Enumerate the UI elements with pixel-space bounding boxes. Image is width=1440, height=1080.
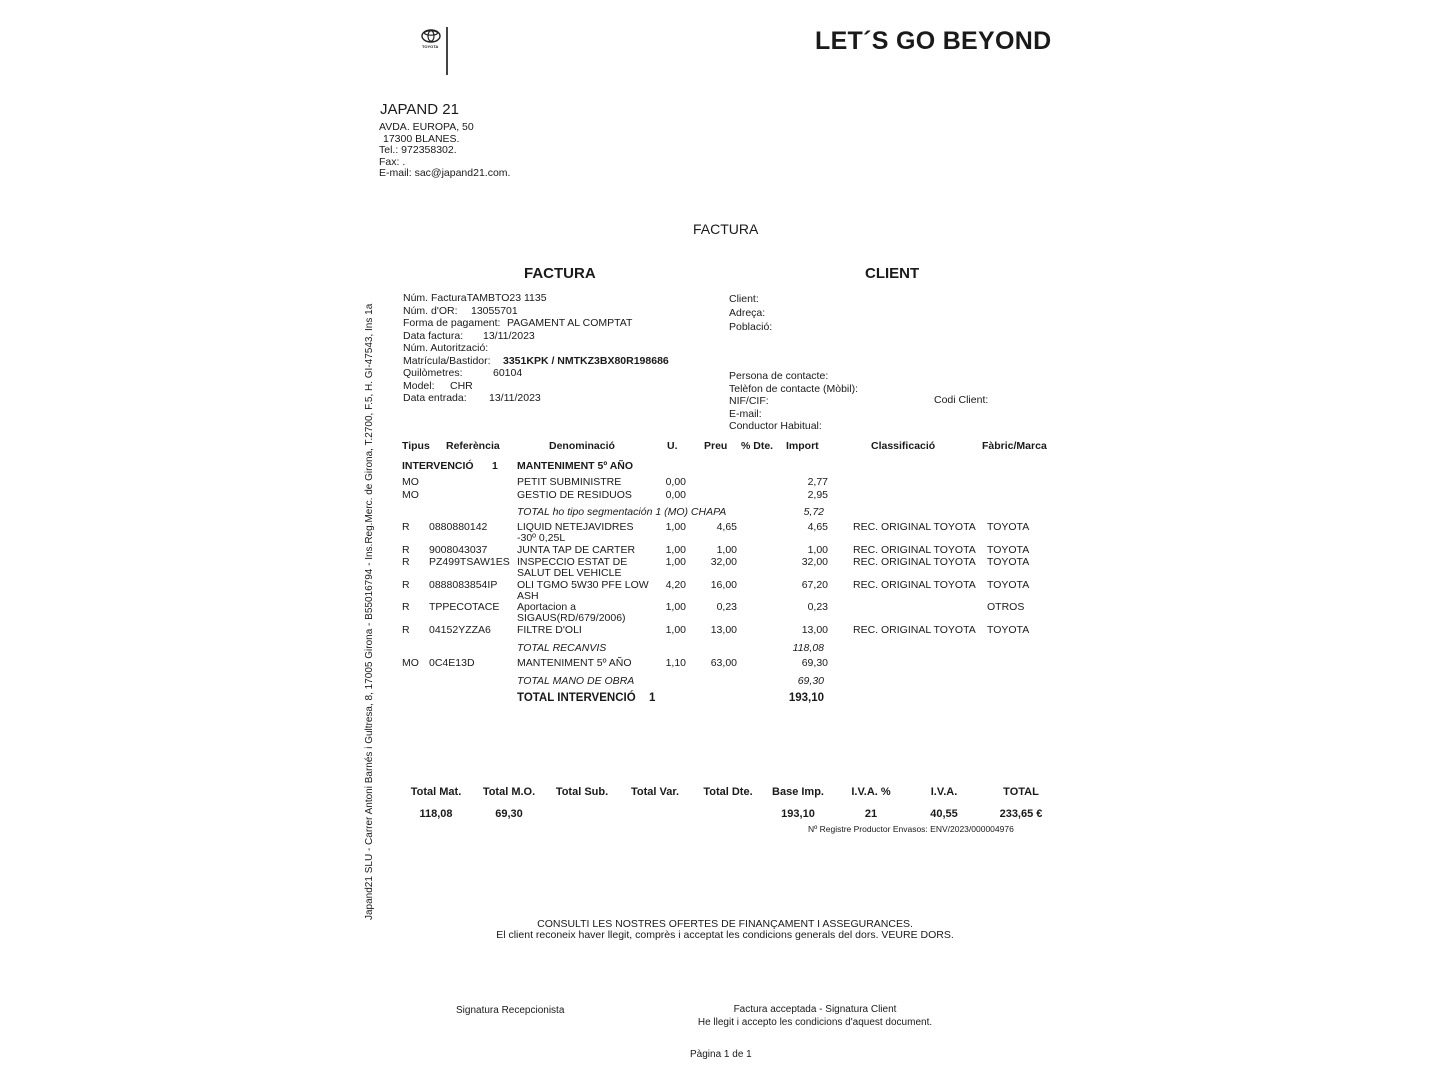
totals-header: TOTAL — [1003, 786, 1039, 798]
cell-units: 1,00 — [665, 521, 686, 533]
signature-client-note: He llegit i accepto les condicions d'aquest document. — [697, 1017, 933, 1028]
cell-units: 1,00 — [665, 556, 686, 568]
cell-denomination: INSPECCIO ESTAT DE — [517, 556, 628, 568]
cell-tipus: MO — [402, 489, 419, 501]
col-header-referencia: Referència — [446, 440, 500, 452]
cell-price: 1,00 — [716, 544, 737, 556]
cell-denomination: OLI TGMO 5W30 PFE LOW — [517, 579, 649, 591]
client-label: Població: — [729, 321, 773, 333]
cell-denomination: MANTENIMENT 5º AÑO — [517, 657, 632, 669]
cell-tipus: MO — [402, 657, 419, 669]
info-row: Data entrada: 13/11/2023 — [403, 392, 541, 404]
cell-price: 16,00 — [710, 579, 737, 591]
info-row: Forma de pagament: PAGAMENT AL COMPTAT — [403, 317, 633, 329]
cell-reference: 0C4E13D — [429, 657, 475, 669]
client-label: Persona de contacte: — [729, 370, 829, 382]
cell-units: 1,00 — [665, 601, 686, 613]
cell-denomination: PETIT SUBMINISTRE — [517, 476, 622, 488]
client-label: Adreça: — [729, 307, 766, 319]
cell-price: 4,65 — [716, 521, 737, 533]
col-header-u: U. — [667, 440, 678, 452]
col-header-dte: % Dte. — [741, 440, 774, 452]
subtotal-mano-value: 69,30 — [797, 675, 824, 687]
info-row: Data factura: 13/11/2023 — [403, 329, 535, 342]
totals-value: 21 — [864, 808, 878, 820]
cell-brand: TOYOTA — [987, 556, 1030, 568]
cell-denomination: ASH — [517, 590, 539, 602]
page-number: Pàgina 1 de 1 — [690, 1049, 752, 1060]
cell-import: 0,23 — [807, 601, 828, 613]
cell-units: 0,00 — [665, 476, 686, 488]
cell-classification: REC. ORIGINAL TOYOTA — [853, 521, 976, 533]
subtotal-mano-label: TOTAL MANO DE OBRA — [517, 675, 635, 687]
cell-classification: REC. ORIGINAL TOYOTA — [853, 579, 976, 591]
intervention-number: 1 — [492, 460, 498, 472]
cell-denomination: LIQUID NETEJAVIDRES — [517, 521, 634, 533]
info-row: Model: CHR — [403, 379, 473, 392]
cell-reference: 0880880142 — [429, 521, 488, 533]
company-legal-text: Japand21 SLU - Carrer Antoni Barnés i Gultresa, 8, 17005 Girona - B55016794 - Ins.Reg.Merc. de Girona, T.2700, F.5, H. GI-47543, Ins 1a — [364, 303, 375, 920]
cell-import: 67,20 — [801, 579, 828, 591]
address-line: Fax: . — [379, 155, 406, 168]
logo-brand: TOYOTA — [422, 44, 439, 49]
cell-units: 0,00 — [665, 489, 686, 501]
client-info-top — [729, 292, 772, 334]
cell-tipus: R — [402, 556, 410, 568]
total-intervention-number: 1 — [649, 692, 656, 704]
cell-import: 2,77 — [807, 476, 828, 488]
cell-import: 13,00 — [801, 624, 828, 636]
totals-header: I.V.A. — [930, 786, 958, 798]
totals-value: 193,10 — [781, 808, 815, 820]
col-header-denominacio: Denominació — [549, 440, 615, 452]
subtotal-recanvis-value: 118,08 — [792, 642, 824, 654]
cell-import: 2,95 — [807, 489, 828, 501]
totals-header: Total Dte. — [703, 786, 753, 798]
info-row: Quilòmetres: 60104 — [403, 367, 523, 379]
intervention-label: INTERVENCIÓ — [402, 460, 474, 472]
subtotal-recanvis-label: TOTAL RECANVIS — [517, 642, 607, 654]
client-label: Client: — [729, 293, 759, 305]
subtotal-ho-value: 5,72 — [803, 506, 824, 518]
cell-brand: TOYOTA — [987, 521, 1030, 533]
address-line: AVDA. EUROPA, 50 — [379, 121, 474, 133]
address-line: E-mail: sac@japand21.com. — [379, 167, 511, 179]
address-line: Tel.: 972358302. — [379, 144, 457, 156]
cell-classification: REC. ORIGINAL TOYOTA — [853, 544, 976, 556]
cell-import: 4,65 — [807, 521, 828, 533]
totals-header: Base Imp. — [772, 786, 824, 798]
cell-denomination: Aportacion a — [517, 601, 576, 613]
invoice-section-heading: FACTURA — [524, 265, 596, 282]
intervention-title: MANTENIMENT 5º AÑO — [517, 460, 634, 472]
dealer-logo — [418, 27, 448, 75]
cell-reference: 0888083854IP — [429, 579, 498, 591]
financing-notice: CONSULTI LES NOSTRES OFERTES DE FINANÇAMENT I ASSEGURANCES. — [537, 918, 913, 930]
cell-denomination: -30º 0,25L — [517, 532, 566, 544]
totals-value: 69,30 — [495, 808, 523, 820]
col-header-tipus: Tipus — [402, 440, 430, 452]
cell-classification: REC. ORIGINAL TOYOTA — [853, 556, 976, 568]
cell-denomination: SALUT DEL VEHICLE — [517, 567, 622, 579]
cell-denomination: GESTIO DE RESIDUOS — [517, 489, 632, 501]
cell-price: 13,00 — [710, 624, 737, 636]
totals-header: Total Sub. — [555, 786, 609, 798]
cell-tipus: R — [402, 624, 410, 636]
client-label: Conductor Habitual: — [729, 420, 822, 432]
signature-receptionist: Signatura Recepcionista — [456, 1005, 565, 1016]
company-name: JAPAND 21 — [380, 101, 459, 118]
totals-header: I.V.A. % — [851, 786, 891, 798]
client-label: Telèfon de contacte (Mòbil): — [729, 382, 858, 395]
cell-units: 1,00 — [665, 544, 686, 556]
company-address — [379, 122, 510, 180]
client-section-heading: CLIENT — [865, 265, 920, 282]
totals-value: 118,08 — [419, 808, 453, 820]
totals-header: Total M.O. — [482, 786, 536, 798]
cell-denomination: JUNTA TAP DE CARTER — [517, 544, 636, 556]
cell-units: 1,00 — [665, 624, 686, 636]
cell-brand: TOYOTA — [987, 624, 1030, 636]
cell-tipus: R — [402, 579, 410, 591]
totals-header: Total Mat. — [410, 786, 462, 798]
slogan: LET´S GO BEYOND — [815, 27, 1052, 55]
info-row: Núm. FacturaTAMBTO23 1135 — [403, 292, 547, 304]
subtotal-ho-label: TOTAL ho tipo segmentación 1 (MO) CHAPA — [517, 506, 727, 518]
cell-reference: 04152YZZA6 — [429, 624, 491, 636]
col-header-classificacio: Classificació — [871, 440, 936, 452]
client-code-label: Codi Client: — [934, 394, 989, 406]
col-header-import: Import — [786, 440, 819, 452]
cell-tipus: R — [402, 601, 410, 613]
client-label: NIF/CIF: — [729, 395, 769, 407]
info-row: Núm. d'OR: 13055701 — [403, 304, 518, 317]
cell-tipus: R — [402, 521, 410, 533]
cell-brand: TOYOTA — [987, 579, 1030, 591]
client-label: E-mail: — [729, 407, 762, 420]
col-header-preu: Preu — [704, 440, 728, 452]
info-row: Matrícula/Bastidor: 3351KPK / NMTKZ3BX80R198686 — [403, 354, 669, 367]
col-header-fabric: Fàbric/Marca — [982, 440, 1047, 452]
totals-value: 40,55 — [930, 808, 958, 820]
cell-brand: OTROS — [987, 601, 1025, 613]
client-info-bottom — [729, 370, 858, 433]
cell-import: 1,00 — [807, 544, 828, 556]
cell-price: 32,00 — [710, 556, 737, 568]
cell-reference: 9008043037 — [429, 544, 488, 556]
totals-value: 233,65 € — [999, 808, 1043, 820]
cell-import: 69,30 — [801, 657, 828, 669]
totals-header: Total Var. — [630, 786, 680, 798]
address-line: 17300 BLANES. — [383, 132, 460, 145]
cell-tipus: R — [402, 544, 410, 556]
invoice-info — [403, 292, 669, 405]
total-intervention-value: 193,10 — [788, 692, 824, 704]
cell-price: 0,23 — [716, 601, 737, 613]
cell-reference: TPPECOTACE — [429, 601, 500, 613]
packaging-registry: Nº Registre Productor Envasos: ENV/2023/000004976 — [808, 824, 1014, 834]
info-row: Núm. Autorització: — [403, 342, 489, 354]
toyota-logo-icon — [421, 29, 441, 43]
cell-denomination: SIGAUS(RD/679/2006) — [517, 612, 626, 624]
cell-import: 32,00 — [801, 556, 828, 568]
cell-reference: PZ499TSAW1ES — [429, 556, 510, 568]
cell-brand: TOYOTA — [987, 544, 1030, 556]
cell-units: 1,10 — [665, 657, 686, 669]
cell-denomination: FILTRE D'OLI — [517, 624, 582, 636]
cell-price: 63,00 — [710, 657, 737, 669]
document-title: FACTURA — [693, 221, 759, 237]
conditions-notice: El client reconeix haver llegit, comprès i acceptat les condicions generals del dors. VEURE DORS. — [496, 929, 954, 941]
cell-tipus: MO — [402, 476, 419, 488]
signature-client-title: Factura acceptada - Signatura Client — [733, 1004, 897, 1015]
total-intervention-label: TOTAL INTERVENCIÓ — [517, 692, 636, 704]
cell-classification: REC. ORIGINAL TOYOTA — [853, 624, 976, 636]
cell-units: 4,20 — [665, 579, 686, 591]
